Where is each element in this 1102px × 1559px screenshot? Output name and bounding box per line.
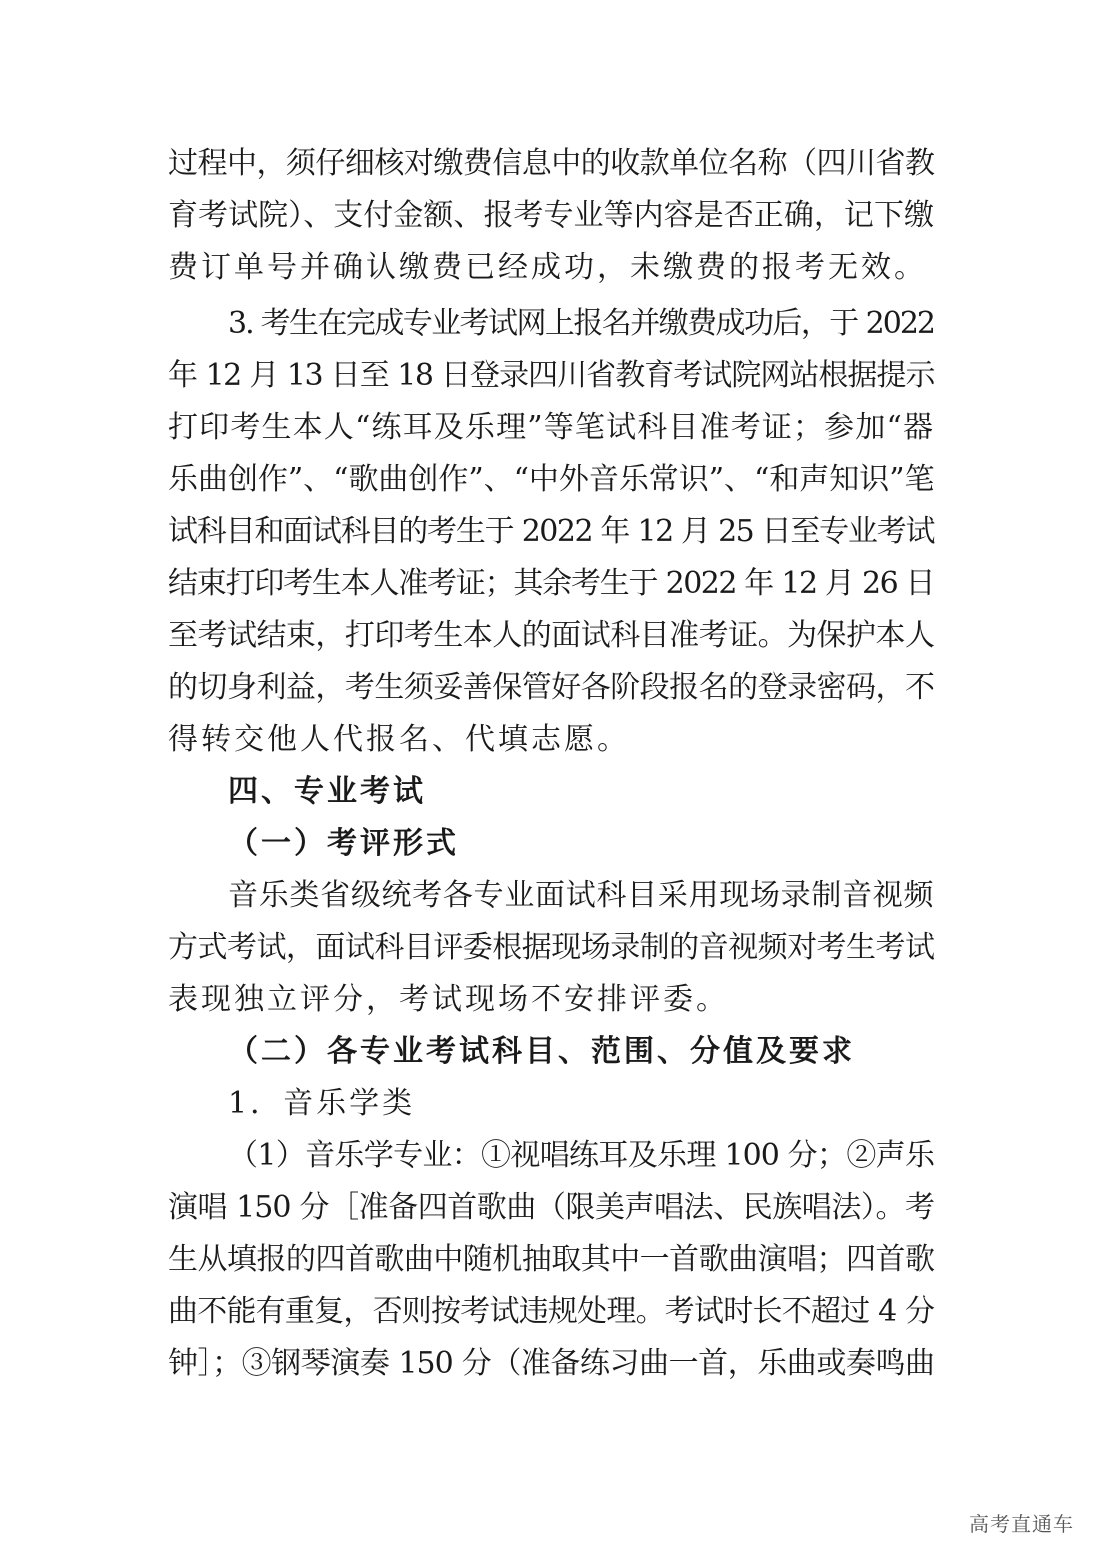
paragraph-line: 钟］；③钢琴演奏 150 分（准备练习曲一首，乐曲或奏鸣曲 (168, 1346, 934, 1381)
watermark: 高考直通车 (969, 1512, 1074, 1536)
paragraph-line: 方式考试，面试科目评委根据现场录制的音视频对考生考试 (168, 930, 934, 965)
paragraph-line: 得转交他人代报名、代填志愿。 (168, 722, 630, 757)
subsection-heading: （一）考评形式 (228, 826, 459, 861)
paragraph-line: 表现独立评分，考试现场不安排评委。 (168, 982, 729, 1017)
paragraph-line: 费订单号并确认缴费已经成功，未缴费的报考无效。 (168, 250, 927, 285)
list-heading: 1．音乐学类 (228, 1086, 416, 1121)
subsection-heading: （二）各专业考试科目、范围、分值及要求 (228, 1034, 855, 1069)
paragraph-line: 演唱 150 分［准备四首歌曲（限美声唱法、民族唱法）。考 (168, 1190, 934, 1225)
paragraph-line: 年 12 月 13 日至 18 日登录四川省教育考试院网站根据提示 (168, 358, 934, 393)
paragraph-line: 育考试院）、支付金额、报考专业等内容是否正确，记下缴 (168, 198, 934, 233)
paragraph-line: 过程中，须仔细核对缴费信息中的收款单位名称（四川省教 (168, 146, 934, 181)
paragraph-line: 音乐类省级统考各专业面试科目采用现场录制音视频 (228, 878, 934, 913)
section-heading: 四、专业考试 (228, 774, 426, 809)
paragraph-line: 生从填报的四首歌曲中随机抽取其中一首歌曲演唱；四首歌 (168, 1242, 934, 1277)
paragraph-line: 曲不能有重复，否则按考试违规处理。考试时长不超过 4 分 (168, 1294, 934, 1329)
paragraph-line: 至考试结束，打印考生本人的面试科目准考证。为保护本人 (168, 618, 934, 653)
paragraph-line: 的切身利益，考生须妥善保管好各阶段报名的登录密码，不 (168, 670, 934, 705)
paragraph-line: 打印考生本人“练耳及乐理”等笔试科目准考证；参加“器 (168, 410, 934, 445)
paragraph-line: 试科目和面试科目的考生于 2022 年 12 月 25 日至专业考试 (168, 514, 934, 549)
paragraph-line: 乐曲创作”、“歌曲创作”、“中外音乐常识”、“和声知识”笔 (168, 462, 934, 497)
paragraph-line: 3. 考生在完成专业考试网上报名并缴费成功后，于 2022 (228, 306, 934, 341)
paragraph-line: 结束打印考生本人准考证；其余考生于 2022 年 12 月 26 日 (168, 566, 934, 601)
paragraph-line: （1）音乐学专业：①视唱练耳及乐理 100 分；②声乐 (228, 1138, 934, 1173)
